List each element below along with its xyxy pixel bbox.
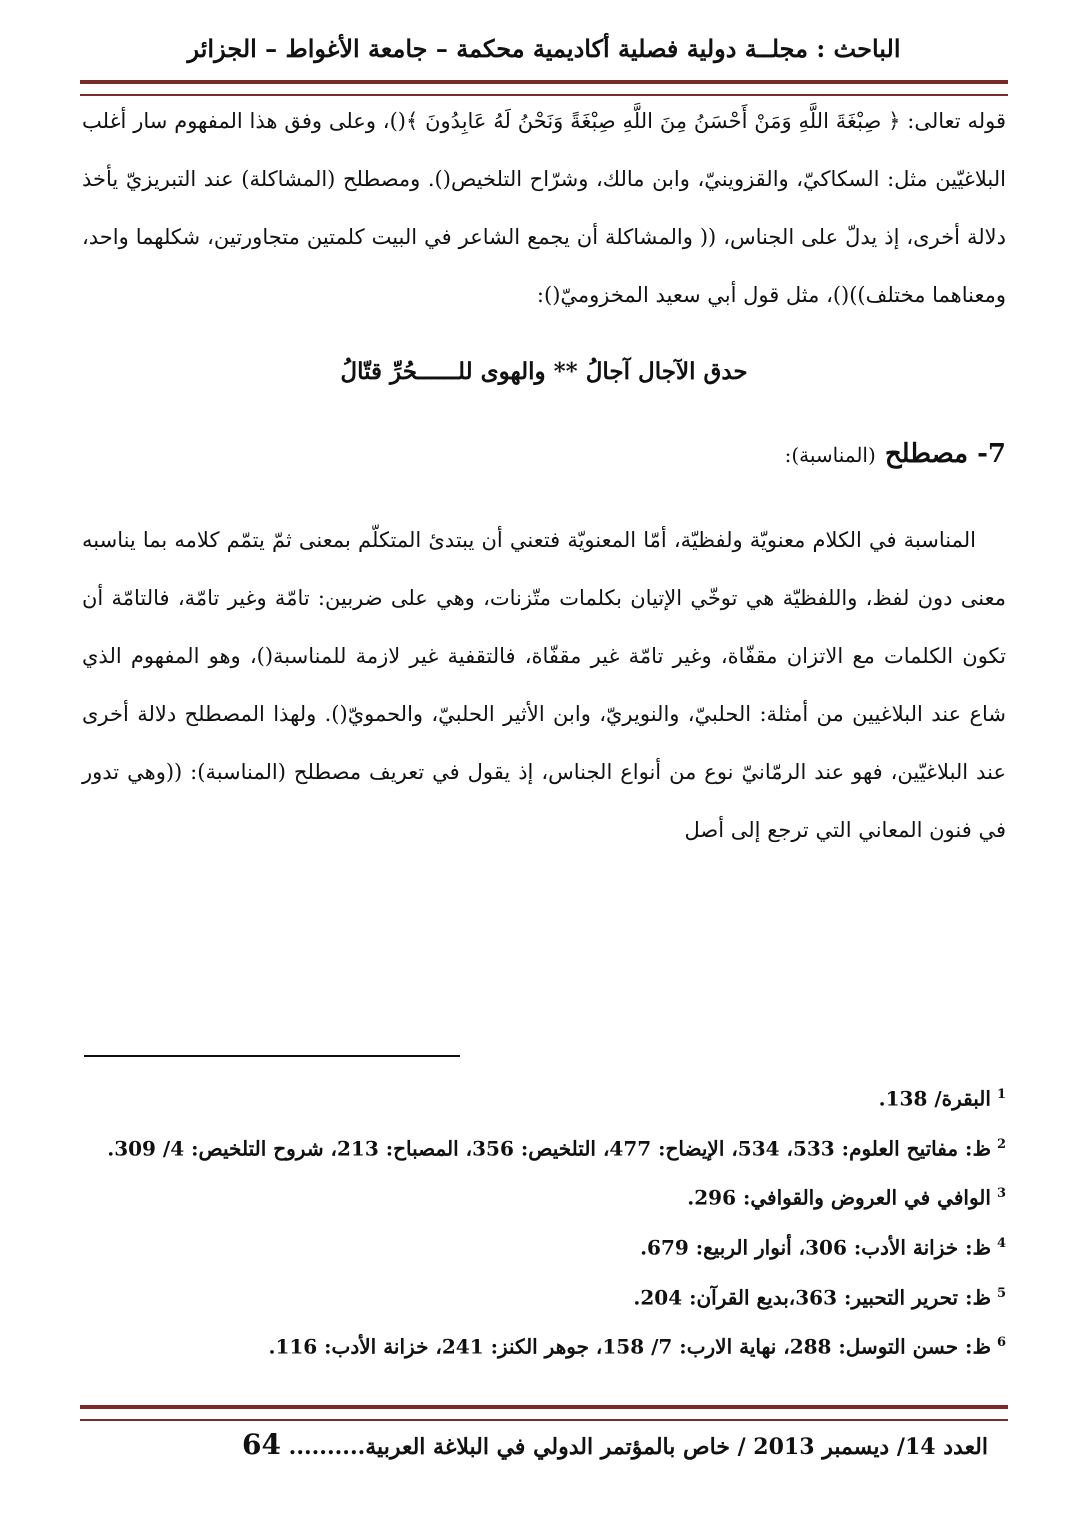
footnote: $^3$الوافي في العروض والقوافي: 296. (687, 1185, 1006, 1210)
footnotes (82, 1072, 1006, 1370)
section-heading (82, 434, 1006, 475)
page-number: 64 (242, 1428, 281, 1461)
footnote: $^6$ظ: حسن التوسل: 288، نهاية الارب: 7/ 158، جوهر الكنز: 241، خزانة الأدب: 116. (268, 1334, 1006, 1359)
footnote-separator (84, 1055, 460, 1057)
paragraph-munasaba: المناسبة في الكلام معنويّة ولفظيّة، أمّا المعنويّة فتعني أن يبتدئ المتكلّم بمعنى ثمّ يتمّم كلامه بما يناسبه معنى دون لفظ، واللفظيّة هي توخّي الإتيان بكلمات متّزنات، وهي على ضربين: تامّة وغير تامّة، فالتامّة أن تكون الكلمات مع الاتزان مقفّاة، وغير تامّة غير مقفّاة، فالتقفية غير لازمة للمناسبة()، وهو المفهوم الذي شاع عند البلاغيين من أمثلة: الحلبيّ، والنويريّ، وابن الأثير الحلبيّ، والحمويّ(). ولهذا المصطلح دلالة أخرى عند البلاغيّين، فهو عند الرمّانيّ نوع من أنواع الجناس، إذ يقول في تعريف مصطلح (المناسبة): ((وهي تدور في فنون المعاني التي ترجع إلى أصل (82, 528, 1006, 842)
header-title: الباحث : مجلــة دولية فصلية أكاديمية محكمة – جامعة الأغواط – الجزائر (187, 34, 901, 63)
main-content (82, 92, 1006, 859)
section-number: 7- (977, 439, 1006, 469)
footer-rule (80, 1405, 1008, 1421)
footer-text: العدد 14/ ديسمبر 2013 / خاص بالمؤتمر الدولي في البلاغة العربية.......... (288, 1434, 988, 1460)
footnote: $^2$ظ: مفاتيح العلوم: 533، 534، الإيضاح: 477، التلخيص: 356، المصباح: 213، شروح التلخيص: 4/ 309. (107, 1136, 1006, 1161)
footnote: $^4$ظ: خزانة الأدب: 306، أنوار الربيع: 679. (640, 1235, 1006, 1260)
footnote: $^5$ظ: تحرير التحبير: 363،بديع القرآن: 204. (633, 1285, 1006, 1310)
section-subtitle: (المناسبة): (784, 443, 876, 467)
running-header (100, 32, 988, 66)
paragraph-mushakala: قوله تعالى: ﴿ صِبْغَةَ اللَّهِ وَمَنْ أَحْسَنُ مِنَ اللَّهِ صِبْغَةً وَنَحْنُ لَهُ عَابِدُونَ ﴾()، وعلى وفق هذا المفهوم سار أغلب البلاغيّين مثل: السكاكيّ، والقزوينيّ، وابن مالك، وشرّاح التلخيص(). ومصطلح (المشاكلة) عند التبريزيّ يأخذ دلالة أخرى، إذ يدلّ على الجناس، (( والمشاكلة أن يجمع الشاعر في البيت كلمتين متجاورتين، شكلهما واحد، ومعناهما مختلف))()، مثل قول أبي سعيد المخزوميّ(): (82, 109, 1006, 307)
poetry-verse: حدق الآجال آجالُ ** والهوى للــــــحُرِّ قتّالُ (340, 358, 748, 385)
footnote: $^1$البقرة/ 138. (878, 1086, 1006, 1111)
running-footer (100, 1425, 988, 1467)
section-title: مصطلح (884, 439, 969, 469)
